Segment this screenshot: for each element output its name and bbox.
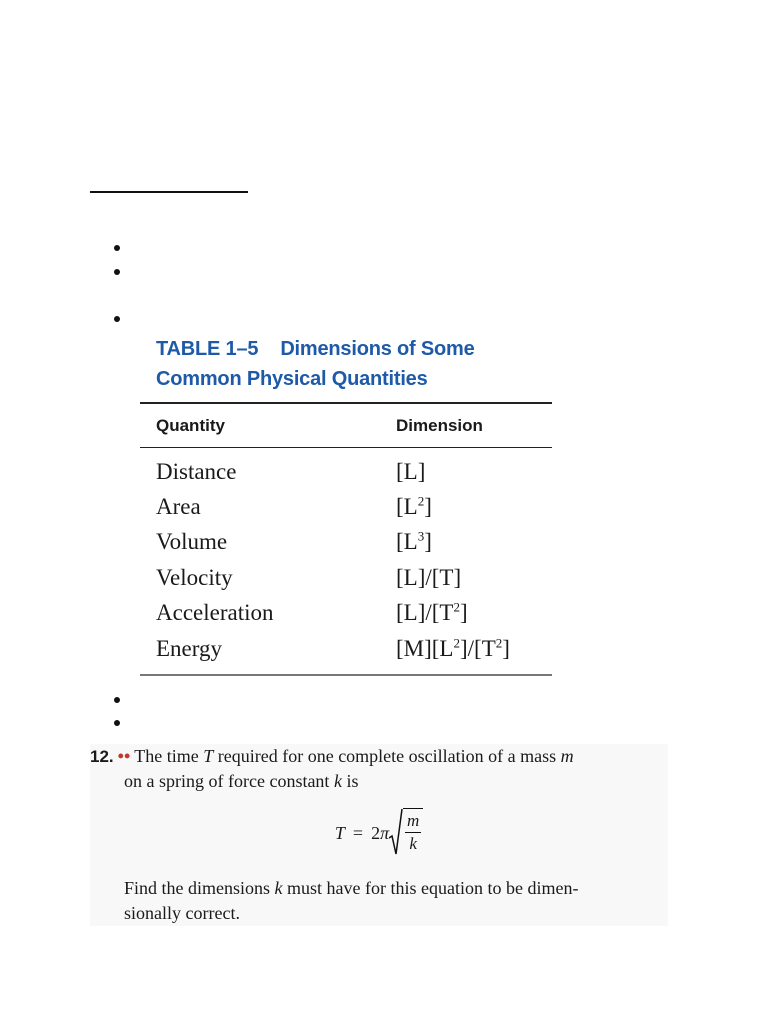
row-quantity: Distance bbox=[156, 458, 237, 484]
row-quantity: Velocity bbox=[156, 564, 233, 590]
dimensions-table bbox=[140, 334, 552, 676]
problem-text-line2: on a spring of force constant k is bbox=[124, 771, 359, 791]
problem-text-line4: sionally correct. bbox=[124, 903, 240, 923]
difficulty-dots: •• bbox=[117, 746, 131, 766]
table-caption-line2: Common Physical Quantities bbox=[156, 368, 428, 390]
sqrt-symbol: m k bbox=[389, 808, 423, 858]
problem-text-line3: Find the dimensions k must have for this equation to be dimen- bbox=[124, 878, 579, 898]
table-row bbox=[140, 631, 552, 666]
row-quantity: Acceleration bbox=[156, 600, 274, 626]
table-bottom-rule bbox=[140, 674, 552, 676]
bullet-2 bbox=[114, 269, 120, 275]
table-header-row bbox=[140, 404, 552, 447]
table-row bbox=[140, 454, 552, 489]
row-quantity: Area bbox=[156, 494, 201, 520]
row-dimension: $[M][L^2]/[T^2]$ bbox=[396, 634, 510, 661]
table-title bbox=[140, 334, 552, 394]
problem-line-1 bbox=[90, 744, 668, 769]
problem-text-line1: The time T required for one complete oscillation of a mass m bbox=[134, 746, 574, 766]
heading-underline bbox=[90, 191, 248, 193]
problem-number: 12. bbox=[90, 747, 114, 766]
row-dimension: $[L^3]$ bbox=[396, 528, 432, 555]
table-row bbox=[140, 596, 552, 631]
bullet-5 bbox=[114, 720, 120, 726]
row-dimension: [L]/[T] bbox=[396, 564, 462, 590]
row-quantity: Energy bbox=[156, 635, 223, 661]
row-quantity: Volume bbox=[156, 529, 228, 555]
bullet-1 bbox=[114, 245, 120, 251]
bullet-4 bbox=[114, 697, 120, 703]
row-dimension: $[L^2]$ bbox=[396, 493, 432, 520]
header-dimension: Dimension bbox=[396, 415, 483, 435]
table-row bbox=[140, 525, 552, 560]
period-equation: T = 2π m k bbox=[90, 808, 668, 858]
bullet-3 bbox=[114, 316, 120, 322]
header-quantity: Quantity bbox=[156, 415, 225, 435]
table-number: TABLE 1–5 bbox=[156, 338, 259, 360]
row-dimension: [L] bbox=[396, 458, 426, 484]
table-row bbox=[140, 560, 552, 595]
table-row bbox=[140, 489, 552, 524]
table-caption-line1: Dimensions of Some bbox=[280, 338, 475, 360]
row-dimension: $[L]/[T^2]$ bbox=[396, 599, 468, 626]
table-body bbox=[140, 448, 552, 674]
problem-12 bbox=[90, 744, 668, 926]
